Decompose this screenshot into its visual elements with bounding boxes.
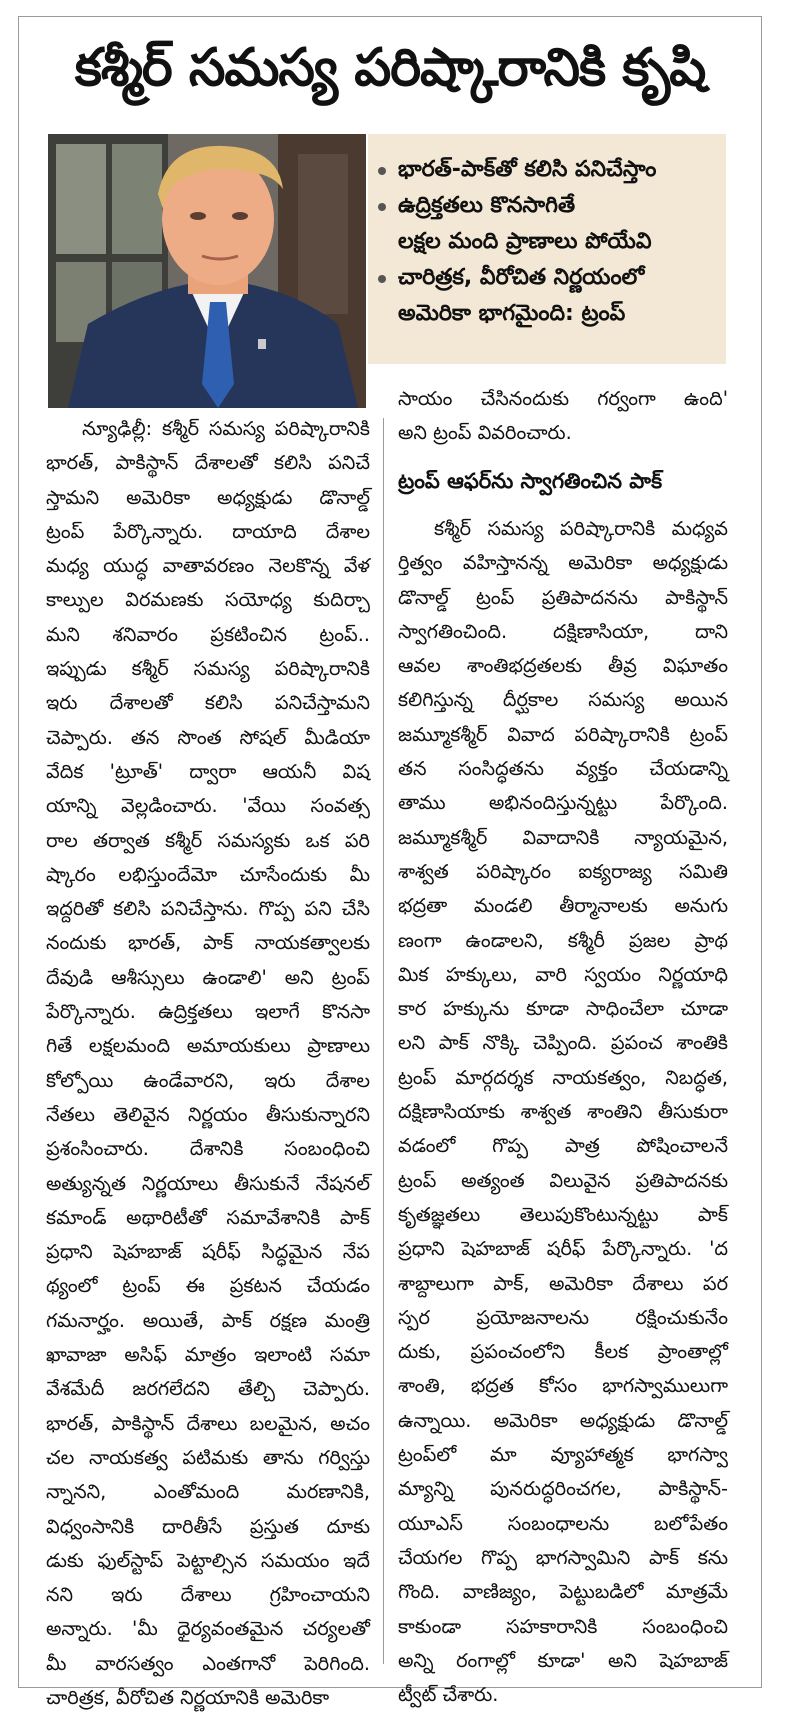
text-line: లని పాక్ నొక్కి చెప్పింది. ప్రపంచ శాంతికి — [398, 1031, 728, 1055]
highlight-item — [376, 260, 716, 332]
text-line: తాము అభినందిస్తున్నట్టు పేర్కొంది. — [398, 791, 728, 815]
text-line: చేయగల గొప్ప భాగస్వామిని పాక్ కను — [398, 1545, 728, 1569]
text-line: భద్రతా మండలి తీర్మానాలకు అనుగు — [398, 894, 728, 918]
text-line: న్నానని, ఎంతోమంది మరణానికి, — [46, 1480, 370, 1504]
right-column-continuation — [398, 382, 728, 451]
text-line: ప్రధాని షెహబాజ్ షరీఫ్ సిద్ధమైన నేప — [46, 1240, 370, 1264]
text-line: భారత్, పాకిస్థాన్ దేశాలతో కలిసి పనిచే — [46, 451, 370, 475]
text-line: ట్రంప్ పేర్కొన్నారు. దాయాది దేశాల — [46, 519, 370, 543]
text-line: గితే లక్షలమంది అమాయకులు ప్రాణాలు — [46, 1034, 370, 1058]
text-line: థ్యంలో ట్రంప్ ఈ ప్రకటన చేయడం — [46, 1274, 370, 1298]
text-line: మని శనివారం ప్రకటించిన ట్రంప్.. — [46, 622, 370, 646]
text-line: ష్కారం లభిస్తుందేమో చూసేందుకు మీ — [46, 862, 370, 886]
text-line: కలిగిస్తున్న దీర్ఘకాల సమస్య అయిన — [398, 688, 728, 712]
text-line: మ్యాన్ని పునరుద్ధరించగల, పాకిస్థాన్- — [398, 1477, 728, 1501]
text-line: ప్రధాని షెహబాజ్ షరీఫ్ పేర్కొన్నారు. 'ద — [398, 1237, 728, 1261]
text-line: వేశమేదీ జరగలేదని తేల్చి చెప్పారు. — [46, 1377, 370, 1401]
left-column — [46, 412, 370, 1715]
right-column — [398, 512, 728, 1712]
text-line: ఉన్నాయి. అమెరికా అధ్యక్షుడు డొనాల్డ్ — [398, 1408, 728, 1432]
text-line: మధ్య యుద్ధ వాతావరణం నెలకొన్న వేళ — [46, 554, 370, 578]
text-line: రాల తర్వాత కశ్మీర్ సమస్యకు ఒక పరి — [46, 828, 370, 852]
highlight-line: భారత్-పాక్‌తో కలిసి పనిచేస్తాం — [398, 157, 657, 182]
text-line: న్యూఢిల్లీ: కశ్మీర్ సమస్య పరిష్కారానికి — [82, 417, 370, 440]
text-line: సాయం చేసినందుకు గర్వంగా ఉంది' — [398, 387, 728, 410]
text-line: గొంది. వాణిజ్యం, పెట్టుబడిలో మాత్రమే — [398, 1580, 728, 1604]
text-line: చెప్పారు. తన సొంత సోషల్ మీడియా — [46, 725, 370, 749]
text-line: యాన్ని వెల్లడించారు. 'వేయి సంవత్స — [46, 794, 370, 818]
text-line: ణంగా ఉండాలని, కశ్మీరీ ప్రజల ప్రాథ — [398, 928, 728, 952]
portrait-photo — [48, 134, 366, 408]
column-divider — [383, 418, 384, 1664]
text-line: మీ వారసత్వం ఎంతగానో పెరిగింది. — [46, 1651, 370, 1675]
text-line: శాంతి, భద్రత కోసం భాగస్వాములుగా — [398, 1374, 728, 1398]
text-line: కమాండ్ అథారిటీతో సమావేశానికి పాక్ — [46, 1205, 370, 1229]
text-line: ట్రంప్ అత్యంత విలువైన ప్రతిపాదనకు — [398, 1168, 728, 1192]
subheading: ట్రంప్ ఆఫర్‌ను స్వాగతించిన పాక్ — [398, 469, 663, 493]
text-line: ప్రశంసించారు. దేశానికి సంబంధించి — [46, 1137, 370, 1161]
text-line: కార హక్కును కూడా సాధించేలా చూడా — [398, 997, 728, 1021]
highlight-line: అమెరికా భాగమైంది: ట్రంప్ — [398, 301, 626, 326]
highlight-line: చారిత్రక, వీరోచిత నిర్ణయంలో — [398, 265, 645, 290]
highlight-line: లక్షల మంది ప్రాణాలు పోయేవి — [398, 229, 652, 254]
text-line: దేవుడి ఆశీస్సులు ఉండాలి' అని ట్రంప్ — [46, 965, 370, 989]
text-line: కశ్మీర్ సమస్య పరిష్కారానికి మధ్యవ — [434, 517, 728, 540]
text-line: డొనాల్డ్ ట్రంప్ ప్రతిపాదనను పాకిస్థాన్ — [398, 585, 728, 609]
text-line: పేర్కొన్నారు. ఉద్రిక్తతలు ఇలాగే కొనసా — [46, 1000, 370, 1024]
text-line: అని ట్రంప్ వివరించారు. — [398, 421, 572, 445]
text-line: నందుకు భారత్, పాక్ నాయకత్వాలకు — [46, 931, 370, 955]
text-line: కోల్పోయి ఉండేవారని, ఇరు దేశాల — [46, 1068, 370, 1092]
text-line: నేతలు తెలివైన నిర్ణయం తీసుకున్నారని — [46, 1102, 370, 1126]
text-line: గమనార్హం. అయితే, పాక్ రక్షణ మంత్రి — [46, 1308, 370, 1332]
text-line: ర్తిత్వం వహిస్తానన్న అమెరికా అధ్యక్షుడు — [398, 551, 728, 575]
highlights-box — [368, 134, 726, 364]
text-line: అన్నారు. 'మీ ధైర్యవంతమైన చర్యలతో — [46, 1617, 370, 1641]
highlight-item — [376, 152, 716, 188]
text-line: కాకుండా సహకారానికి సంబంధించి — [398, 1614, 728, 1638]
text-line: ఇరు దేశాలతో కలిసి పనిచేస్తామని — [46, 691, 370, 715]
text-line: అత్యున్నత నిర్ణయాలు తీసుకునే నేషనల్ — [46, 1171, 370, 1195]
text-line: నని ఇరు దేశాలు గ్రహించాయని — [46, 1583, 370, 1607]
headline: కశ్మీర్ సమస్య పరిష్కారానికి కృషి — [74, 38, 706, 98]
text-line: తన సంసిద్ధతను వ్యక్తం చేయడాన్ని — [398, 757, 728, 781]
text-line: స్పర ప్రయోజనాలను రక్షించుకునేం — [398, 1305, 728, 1329]
text-line: ఆవల శాంతిభద్రతలకు తీవ్ర విఘాతం — [398, 654, 728, 678]
text-line: శాబ్దాలుగా పాక్, అమెరికా దేశాలు పర — [398, 1271, 728, 1295]
text-line: శాశ్వత పరిష్కారం ఐక్యరాజ్య సమితి — [398, 859, 728, 883]
text-line: భారత్, పాకిస్థాన్ దేశాలు బలమైన, అచం — [46, 1411, 370, 1435]
highlight-line: ఉద్రిక్తతలు కొనసాగితే — [398, 193, 576, 218]
text-line: జమ్మూకశ్మీర్ వివాదానికి న్యాయమైన, — [398, 825, 728, 849]
text-line: స్వాగతించింది. దక్షిణాసియా, దాని — [398, 619, 728, 643]
text-line: ట్వీట్ చేశారు. — [398, 1683, 499, 1707]
text-line: దుకు, ప్రపంచంలోని కీలక ప్రాంతాల్లో — [398, 1340, 728, 1364]
text-line: వేదిక 'ట్రూత్' ద్వారా ఆయనీ విష — [46, 759, 370, 783]
text-line: ట్రంప్‌లో మా వ్యూహాత్మక భాగస్వా — [398, 1443, 728, 1467]
text-line: కాల్పుల విరమణకు సయోధ్య కుదిర్చా — [46, 588, 370, 612]
text-line: దక్షిణాసియాకు శాశ్వత శాంతిని తీసుకురా — [398, 1100, 728, 1124]
text-line: విధ్వంసానికి దారితీసే ప్రస్తుత దూకు — [46, 1514, 370, 1538]
text-line: డుకు ఫుల్‌స్టాప్ పెట్టాల్సిన సమయం ఇదే — [46, 1548, 370, 1572]
text-line: చారిత్రక, వీరోచిత నిర్ణయానికి అమెరికా — [46, 1685, 330, 1709]
text-line: జమ్మూకశ్మీర్ వివాద పరిష్కారానికి ట్రంప్ — [398, 722, 728, 746]
text-line: చల నాయకత్వ పటిమకు తాను గర్విస్తు — [46, 1445, 370, 1469]
highlight-item — [376, 188, 716, 260]
text-line: కృతజ్ఞతలు తెలుపుకొంటున్నట్టు పాక్ — [398, 1202, 728, 1226]
text-line: స్తామని అమెరికా అధ్యక్షుడు డొనాల్డ్ — [46, 485, 370, 509]
text-line: యూఎస్ సంబంధాలను బలోపేతం — [398, 1511, 728, 1535]
text-line: ఖావాజా అసిఫ్ మాత్రం ఇలాంటి సమా — [46, 1343, 370, 1367]
text-line: ఇద్దరితో కలిసి పనిచేస్తాను. గొప్ప పని చేసి — [46, 897, 370, 921]
text-line: ఇప్పుడు కశ్మీర్ సమస్య పరిష్కారానికి — [46, 657, 370, 681]
text-line: అన్ని రంగాల్లో కూడా' అని షెహబాజ్ — [398, 1648, 728, 1672]
text-line: మిక హక్కులు, వారి స్వయం నిర్ణయాధి — [398, 962, 728, 986]
text-line: వడంలో గొప్ప పాత్ర పోషించాలనే — [398, 1134, 728, 1158]
text-line: ట్రంప్ మార్గదర్శక నాయకత్వం, నిబద్ధత, — [398, 1065, 728, 1089]
